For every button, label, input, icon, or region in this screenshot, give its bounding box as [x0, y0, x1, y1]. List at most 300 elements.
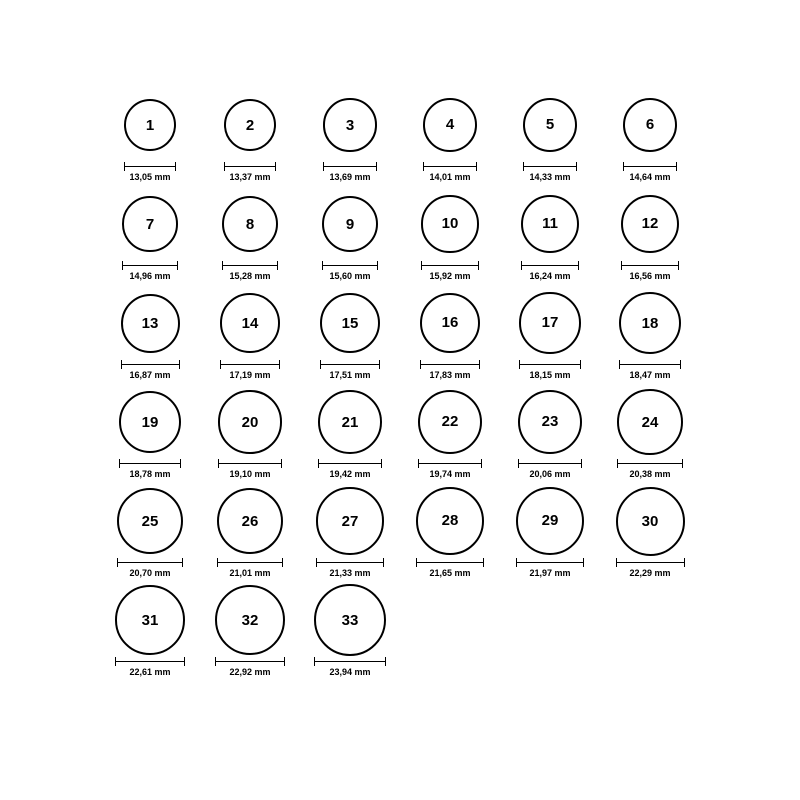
caliper-ruler-icon — [323, 162, 376, 171]
caliper-line — [519, 364, 580, 365]
ring-circle — [316, 487, 383, 554]
caliper-tick-left — [623, 162, 624, 171]
caliper-ruler-icon — [220, 360, 280, 369]
ring-measure — [314, 657, 386, 681]
caliper-tick-left — [218, 459, 219, 468]
ring-circle-wrap — [519, 286, 580, 360]
ring-measure — [217, 558, 284, 582]
caliper-tick-right — [284, 657, 285, 666]
caliper-tick-right — [379, 360, 380, 369]
ring-circle-wrap — [521, 187, 579, 261]
ring-size-item[interactable] — [600, 187, 700, 286]
caliper-tick-right — [177, 261, 178, 270]
ring-circle-wrap — [623, 88, 678, 162]
ring-measure — [119, 459, 182, 483]
ring-circle — [217, 488, 284, 555]
ring-circle — [416, 487, 484, 555]
caliper-tick-right — [175, 162, 176, 171]
caliper-ruler-icon — [218, 459, 281, 468]
ring-size-item[interactable] — [100, 583, 200, 682]
ring-size-number: 15 — [341, 314, 359, 332]
caliper-line — [616, 562, 685, 563]
ring-circle-wrap — [619, 286, 681, 360]
caliper-tick-right — [578, 261, 579, 270]
ring-size-item[interactable] — [300, 286, 400, 385]
caliper-line — [521, 265, 579, 266]
ring-diameter-label: 22,92 mm — [229, 667, 271, 677]
ring-size-item[interactable] — [500, 187, 600, 286]
caliper-ruler-icon — [318, 459, 382, 468]
caliper-tick-right — [680, 360, 681, 369]
ring-size-number: 10 — [441, 215, 459, 233]
caliper-ruler-icon — [519, 360, 580, 369]
ring-circle — [516, 487, 584, 555]
ring-circle — [314, 584, 386, 656]
caliper-tick-right — [184, 657, 185, 666]
caliper-tick-right — [279, 360, 280, 369]
caliper-tick-left — [322, 261, 323, 270]
ring-size-item[interactable] — [300, 187, 400, 286]
caliper-line — [623, 166, 678, 167]
ring-circle — [318, 390, 382, 454]
caliper-tick-left — [516, 558, 517, 567]
ring-circle-wrap — [115, 583, 185, 657]
ring-measure — [418, 459, 482, 483]
caliper-tick-right — [581, 459, 582, 468]
caliper-tick-left — [222, 261, 223, 270]
caliper-line — [117, 562, 183, 563]
ring-size-item[interactable] — [500, 286, 600, 385]
ring-diameter-label: 16,24 mm — [529, 271, 571, 281]
ring-size-number: 8 — [245, 215, 255, 233]
ring-circle — [218, 390, 281, 453]
ring-measure — [117, 558, 183, 582]
ring-size-number: 18 — [641, 314, 659, 332]
ring-diameter-label: 15,92 mm — [429, 271, 471, 281]
caliper-tick-right — [179, 360, 180, 369]
caliper-ruler-icon — [217, 558, 284, 567]
ring-measure — [623, 162, 678, 186]
caliper-line — [518, 463, 583, 464]
caliper-line — [220, 364, 280, 365]
caliper-tick-right — [277, 261, 278, 270]
ring-measure — [318, 459, 382, 483]
caliper-tick-left — [518, 459, 519, 468]
ring-circle-wrap — [122, 187, 178, 261]
ring-size-item[interactable] — [200, 484, 300, 583]
ring-diameter-label: 13,69 mm — [329, 172, 371, 182]
ring-size-item[interactable] — [200, 187, 300, 286]
caliper-tick-left — [115, 657, 116, 666]
ring-size-item[interactable] — [400, 88, 500, 187]
ring-measure — [621, 261, 679, 285]
ring-size-item[interactable] — [300, 88, 400, 187]
ring-diameter-label: 13,05 mm — [129, 172, 171, 182]
ring-circle-wrap — [222, 187, 278, 261]
caliper-ruler-icon — [423, 162, 477, 171]
ring-size-item[interactable] — [300, 583, 400, 682]
ring-size-item[interactable] — [500, 88, 600, 187]
ring-size-number: 13 — [141, 314, 159, 332]
caliper-tick-left — [224, 162, 225, 171]
ring-diameter-label: 14,33 mm — [529, 172, 571, 182]
ring-measure — [220, 360, 280, 384]
caliper-line — [318, 463, 382, 464]
ring-diameter-label: 14,01 mm — [429, 172, 471, 182]
ring-measure — [124, 162, 176, 186]
caliper-ruler-icon — [119, 459, 182, 468]
caliper-ruler-icon — [224, 162, 277, 171]
ring-circle — [617, 389, 683, 455]
caliper-tick-left — [423, 162, 424, 171]
ring-circle — [119, 391, 182, 454]
caliper-tick-right — [580, 360, 581, 369]
ring-measure — [115, 657, 185, 681]
caliper-tick-right — [481, 459, 482, 468]
ring-diameter-label: 15,28 mm — [229, 271, 271, 281]
caliper-tick-left — [117, 558, 118, 567]
ring-measure — [224, 162, 277, 186]
ring-size-number: 20 — [241, 413, 259, 431]
caliper-ruler-icon — [418, 459, 482, 468]
ring-size-item[interactable] — [100, 385, 200, 484]
ring-circle-wrap — [421, 187, 478, 261]
caliper-tick-left — [314, 657, 315, 666]
ring-circle-wrap — [224, 88, 277, 162]
ring-circle-wrap — [220, 286, 280, 360]
ring-measure — [617, 459, 683, 483]
caliper-tick-left — [318, 459, 319, 468]
ring-size-item[interactable] — [600, 484, 700, 583]
ring-diameter-label: 18,78 mm — [129, 469, 171, 479]
ring-circle-wrap — [322, 187, 379, 261]
ring-size-number: 25 — [141, 512, 159, 530]
caliper-tick-right — [180, 459, 181, 468]
ring-circle — [121, 294, 180, 353]
caliper-tick-right — [182, 558, 183, 567]
caliper-tick-left — [119, 459, 120, 468]
caliper-ruler-icon — [320, 360, 380, 369]
caliper-tick-left — [215, 657, 216, 666]
ring-measure — [222, 261, 278, 285]
ring-measure — [519, 360, 580, 384]
caliper-line — [523, 166, 577, 167]
ring-size-item[interactable] — [100, 484, 200, 583]
ring-size-item[interactable] — [200, 286, 300, 385]
ring-size-number: 32 — [241, 611, 259, 629]
caliper-tick-right — [385, 657, 386, 666]
caliper-tick-left — [521, 261, 522, 270]
ring-size-item[interactable] — [200, 583, 300, 682]
ring-size-item[interactable] — [400, 484, 500, 583]
ring-circle-wrap — [121, 286, 180, 360]
ring-size-number: 22 — [441, 413, 459, 431]
ring-circle-wrap — [616, 484, 685, 558]
ring-circle-wrap — [516, 484, 584, 558]
ring-size-item[interactable] — [600, 88, 700, 187]
ring-diameter-label: 16,87 mm — [129, 370, 171, 380]
ring-size-number: 29 — [541, 512, 559, 530]
ring-diameter-label: 21,33 mm — [329, 568, 371, 578]
caliper-line — [215, 661, 285, 662]
ring-size-number: 9 — [345, 215, 355, 233]
ring-measure — [122, 261, 178, 285]
ring-size-number: 1 — [145, 116, 155, 134]
ring-diameter-label: 19,10 mm — [229, 469, 271, 479]
ring-diameter-label: 15,60 mm — [329, 271, 371, 281]
ring-measure — [421, 261, 478, 285]
caliper-tick-left — [616, 558, 617, 567]
caliper-line — [122, 265, 178, 266]
caliper-tick-right — [381, 459, 382, 468]
caliper-ruler-icon — [420, 360, 481, 369]
caliper-tick-right — [479, 360, 480, 369]
ring-circle — [224, 99, 277, 152]
caliper-tick-right — [377, 261, 378, 270]
ring-measure — [518, 459, 583, 483]
ring-size-item[interactable] — [300, 484, 400, 583]
caliper-tick-left — [420, 360, 421, 369]
caliper-ruler-icon — [322, 261, 379, 270]
ring-circle — [320, 293, 380, 353]
caliper-ruler-icon — [421, 261, 478, 270]
ring-circle-wrap — [420, 286, 481, 360]
ring-size-number: 4 — [445, 116, 455, 134]
ring-size-item[interactable] — [100, 286, 200, 385]
ring-size-number: 21 — [341, 413, 359, 431]
caliper-tick-right — [383, 558, 384, 567]
caliper-ruler-icon — [521, 261, 579, 270]
ring-size-number: 12 — [641, 215, 659, 233]
caliper-line — [218, 463, 281, 464]
ring-circle — [523, 98, 577, 152]
caliper-tick-right — [476, 162, 477, 171]
caliper-ruler-icon — [115, 657, 185, 666]
ring-diameter-label: 21,01 mm — [229, 568, 271, 578]
caliper-line — [124, 166, 176, 167]
caliper-ruler-icon — [222, 261, 278, 270]
ring-measure — [523, 162, 577, 186]
ring-diameter-label: 22,29 mm — [629, 568, 671, 578]
ring-size-number: 30 — [641, 512, 659, 530]
ring-diameter-label: 20,06 mm — [529, 469, 571, 479]
caliper-ruler-icon — [616, 558, 685, 567]
ring-size-item[interactable] — [300, 385, 400, 484]
ring-size-number: 17 — [541, 314, 559, 332]
caliper-line — [416, 562, 484, 563]
ring-measure — [320, 360, 380, 384]
ring-size-grid — [100, 88, 700, 682]
caliper-tick-right — [478, 261, 479, 270]
ring-diameter-label: 21,65 mm — [429, 568, 471, 578]
ring-measure — [416, 558, 484, 582]
caliper-tick-left — [617, 459, 618, 468]
ring-circle — [124, 99, 176, 151]
caliper-tick-left — [619, 360, 620, 369]
caliper-ruler-icon — [523, 162, 577, 171]
ring-diameter-label: 19,74 mm — [429, 469, 471, 479]
ring-circle-wrap — [523, 88, 577, 162]
caliper-line — [423, 166, 477, 167]
ring-measure — [323, 162, 376, 186]
ring-diameter-label: 17,83 mm — [429, 370, 471, 380]
ring-size-item[interactable] — [400, 286, 500, 385]
ring-circle — [623, 98, 678, 153]
ring-circle-wrap — [218, 385, 281, 459]
ring-circle — [521, 195, 579, 253]
ring-circle-wrap — [117, 484, 183, 558]
caliper-line — [320, 364, 380, 365]
ring-size-number: 11 — [542, 215, 558, 233]
caliper-ruler-icon — [117, 558, 183, 567]
ring-circle-wrap — [320, 286, 380, 360]
ring-circle — [323, 98, 376, 151]
ring-diameter-label: 20,38 mm — [629, 469, 671, 479]
ring-circle-wrap — [314, 583, 386, 657]
caliper-ruler-icon — [619, 360, 681, 369]
caliper-ruler-icon — [215, 657, 285, 666]
caliper-ruler-icon — [518, 459, 583, 468]
caliper-tick-right — [483, 558, 484, 567]
ring-measure — [322, 261, 379, 285]
ring-measure — [423, 162, 477, 186]
caliper-line — [316, 562, 383, 563]
ring-measure — [619, 360, 681, 384]
ring-diameter-label: 17,19 mm — [229, 370, 271, 380]
ring-circle — [322, 196, 379, 253]
caliper-tick-left — [523, 162, 524, 171]
caliper-tick-right — [275, 162, 276, 171]
ring-size-number: 19 — [141, 413, 159, 431]
ring-size-number: 5 — [545, 116, 555, 134]
caliper-line — [516, 562, 584, 563]
caliper-tick-right — [682, 459, 683, 468]
ring-diameter-label: 19,42 mm — [329, 469, 371, 479]
caliper-ruler-icon — [122, 261, 178, 270]
ring-circle — [616, 487, 685, 556]
ring-size-item[interactable] — [500, 484, 600, 583]
caliper-ruler-icon — [316, 558, 383, 567]
caliper-tick-right — [282, 558, 283, 567]
caliper-tick-right — [684, 558, 685, 567]
caliper-line — [224, 166, 277, 167]
caliper-tick-right — [583, 558, 584, 567]
caliper-tick-left — [416, 558, 417, 567]
ring-size-number: 23 — [541, 413, 559, 431]
caliper-tick-left — [519, 360, 520, 369]
ring-circle-wrap — [621, 187, 679, 261]
ring-circle — [519, 292, 580, 353]
ring-circle-wrap — [318, 385, 382, 459]
ring-size-row — [100, 88, 700, 187]
ring-size-number: 2 — [245, 116, 255, 134]
ring-circle — [518, 390, 583, 455]
caliper-tick-left — [323, 162, 324, 171]
ring-size-number: 26 — [241, 512, 259, 530]
ring-size-number: 14 — [241, 314, 259, 332]
caliper-line — [619, 364, 681, 365]
ring-circle — [220, 293, 280, 353]
ring-size-row — [100, 583, 700, 682]
ring-measure — [616, 558, 685, 582]
ring-circle — [215, 585, 285, 655]
ring-diameter-label: 18,47 mm — [629, 370, 671, 380]
ring-size-number: 31 — [141, 611, 159, 629]
ring-measure — [521, 261, 579, 285]
caliper-tick-left — [621, 261, 622, 270]
caliper-tick-right — [376, 162, 377, 171]
ring-circle-wrap — [416, 484, 484, 558]
caliper-ruler-icon — [124, 162, 176, 171]
caliper-ruler-icon — [621, 261, 679, 270]
ring-size-item[interactable] — [400, 187, 500, 286]
caliper-line — [421, 265, 478, 266]
ring-circle-wrap — [518, 385, 583, 459]
caliper-line — [222, 265, 278, 266]
caliper-line — [418, 463, 482, 464]
caliper-ruler-icon — [314, 657, 386, 666]
ring-size-item[interactable] — [100, 187, 200, 286]
caliper-tick-left — [220, 360, 221, 369]
caliper-ruler-icon — [623, 162, 678, 171]
caliper-tick-left — [121, 360, 122, 369]
ring-size-item[interactable] — [500, 385, 600, 484]
caliper-line — [621, 265, 679, 266]
caliper-ruler-icon — [121, 360, 180, 369]
caliper-line — [420, 364, 481, 365]
ring-circle — [423, 98, 477, 152]
ring-size-number: 3 — [345, 116, 355, 134]
ring-circle — [418, 390, 482, 454]
caliper-ruler-icon — [617, 459, 683, 468]
caliper-tick-left — [124, 162, 125, 171]
ring-size-number: 24 — [641, 413, 659, 431]
caliper-tick-left — [316, 558, 317, 567]
ring-measure — [215, 657, 285, 681]
ring-circle — [222, 196, 278, 252]
ring-circle — [621, 195, 679, 253]
ring-circle-wrap — [316, 484, 383, 558]
ring-size-item[interactable] — [600, 286, 700, 385]
ring-size-number: 6 — [645, 116, 655, 134]
ring-diameter-label: 22,61 mm — [129, 667, 171, 677]
ring-diameter-label: 16,56 mm — [629, 271, 671, 281]
ring-size-item[interactable] — [100, 88, 200, 187]
ring-measure — [516, 558, 584, 582]
ring-diameter-label: 13,37 mm — [229, 172, 271, 182]
ring-circle-wrap — [617, 385, 683, 459]
ring-measure — [420, 360, 481, 384]
ring-size-item[interactable] — [200, 88, 300, 187]
ring-size-number: 7 — [145, 215, 155, 233]
caliper-ruler-icon — [516, 558, 584, 567]
caliper-line — [121, 364, 180, 365]
ring-circle-wrap — [323, 88, 376, 162]
caliper-tick-right — [281, 459, 282, 468]
ring-measure — [121, 360, 180, 384]
ring-size-row — [100, 385, 700, 484]
ring-size-item[interactable] — [600, 385, 700, 484]
ring-circle — [117, 488, 183, 554]
ring-size-item[interactable] — [200, 385, 300, 484]
ring-circle-wrap — [119, 385, 182, 459]
ring-measure — [218, 459, 281, 483]
ring-size-row — [100, 286, 700, 385]
ring-diameter-label: 14,64 mm — [629, 172, 671, 182]
caliper-tick-right — [678, 261, 679, 270]
ring-size-item[interactable] — [400, 385, 500, 484]
caliper-tick-left — [217, 558, 218, 567]
